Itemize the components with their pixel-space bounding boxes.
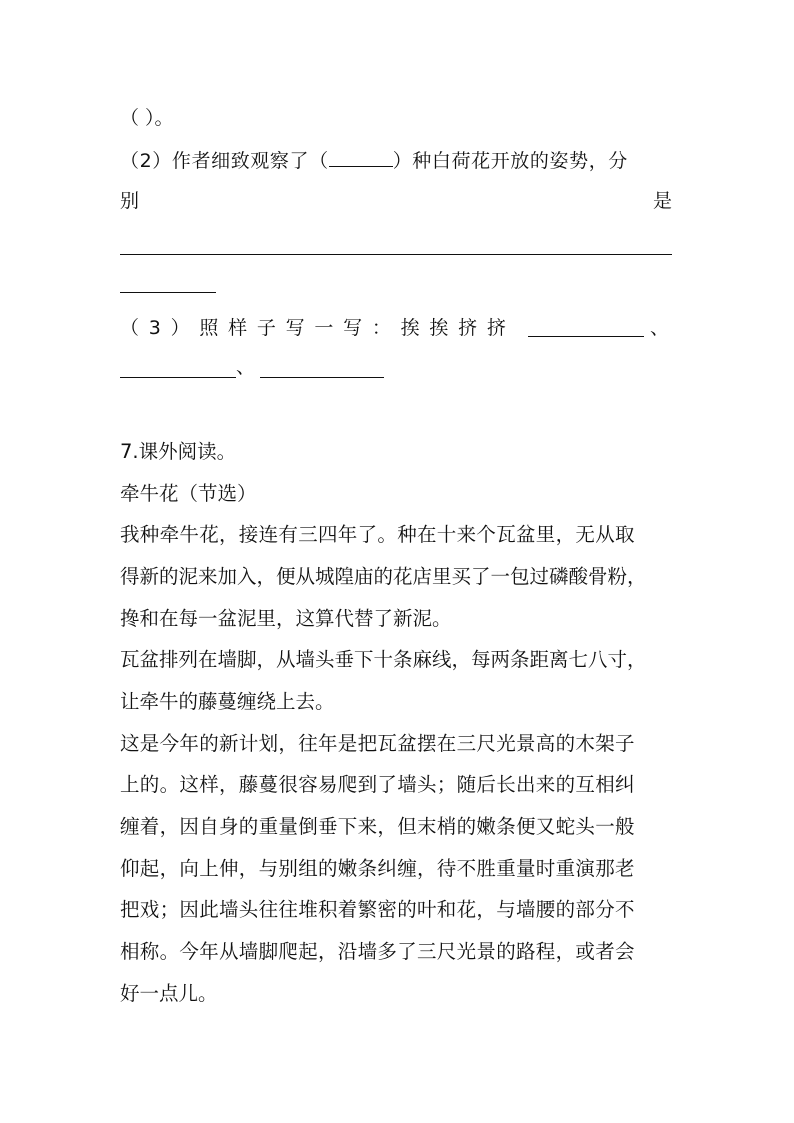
paragraph-line: 把戏；因此墙头往往堆积着繁密的叶和花，与墙腰的部分不 [120,898,635,921]
q3-char: 3 [148,317,161,339]
question-2-line-2 [120,189,672,213]
question-3-line-1 [120,316,672,342]
q3-char: 挤 [486,317,506,339]
reading-heading: 7.课外阅读。 [120,440,237,463]
q3-char: 照 [199,317,219,339]
paragraph-line: 让牵牛的藤蔓缠绕上去。 [120,690,335,713]
q3-char: ） [170,317,190,339]
paragraph-line: 仰起，向上伸，与别组的嫩条纠缠，待不胜重量时重演那老 [120,857,635,880]
q3-char: ： [371,317,391,339]
question-2-word-shi: 是 [652,190,672,212]
q3-char: 样 [228,317,248,339]
q3-char: 写 [343,317,363,339]
paragraph-line: 好一点儿。 [120,982,218,1005]
question-2-answer-line-1[interactable] [120,254,672,255]
paragraph-line: 相称。今年从墙脚爬起，沿墙多了三尺光景的路程，或者会 [120,940,635,963]
question-3-separator-1: 、 [650,317,670,339]
q3-char: 写 [285,317,305,339]
question-2-line-1 [120,148,672,173]
question-3-separator-2: 、 [236,357,256,378]
paragraph-line: 得新的泥来加入，便从城隍庙的花店里买了一包过磷酸骨粉， [120,565,647,588]
question-3-line-2 [120,357,672,383]
paragraph-line: 我种牵牛花，接连有三四年了。种在十来个瓦盆里，无从取 [120,523,635,546]
paragraph-line: 搀和在每一盆泥里，这算代替了新泥。 [120,607,452,630]
q3-char: 子 [256,317,276,339]
paragraph-line: 这是今年的新计划，往年是把瓦盆摆在三尺光景高的木架子 [120,732,635,755]
paragraph-line: 上的。这样，藤蔓很容易爬到了墙头；随后长出来的互相纠 [120,773,635,796]
question-3-blank-3[interactable] [260,359,384,378]
question-2-suffix: ）种白荷花开放的姿势，分 [392,150,628,172]
question-1-tail-text: （ ）。 [120,107,174,129]
question-3-blank-2[interactable] [120,359,236,378]
paragraph-line: 瓦盆排列在墙脚，从墙头垂下十条麻线，每两条距离七八寸， [120,648,647,671]
reading-title: 牵牛花（节选） [120,482,257,505]
question-2-word-bie: 别 [120,190,140,212]
question-2-prefix: （2）作者细致观察了（ [120,150,329,172]
q3-char: （ [120,317,140,339]
paragraph-line: 缠着，因自身的重量倒垂下来，但末梢的嫩条便又蛇头一般 [120,815,635,838]
q3-char: 挨 [429,317,449,339]
q3-char: 挨 [400,317,420,339]
question-1-tail [120,106,672,130]
q3-char: 一 [314,317,334,339]
question-2-answer-line-2[interactable] [120,292,216,293]
question-3-label [120,316,506,340]
question-3-blank-1[interactable] [528,318,644,337]
q3-char: 挤 [458,317,478,339]
question-2-count-blank[interactable] [329,148,393,167]
